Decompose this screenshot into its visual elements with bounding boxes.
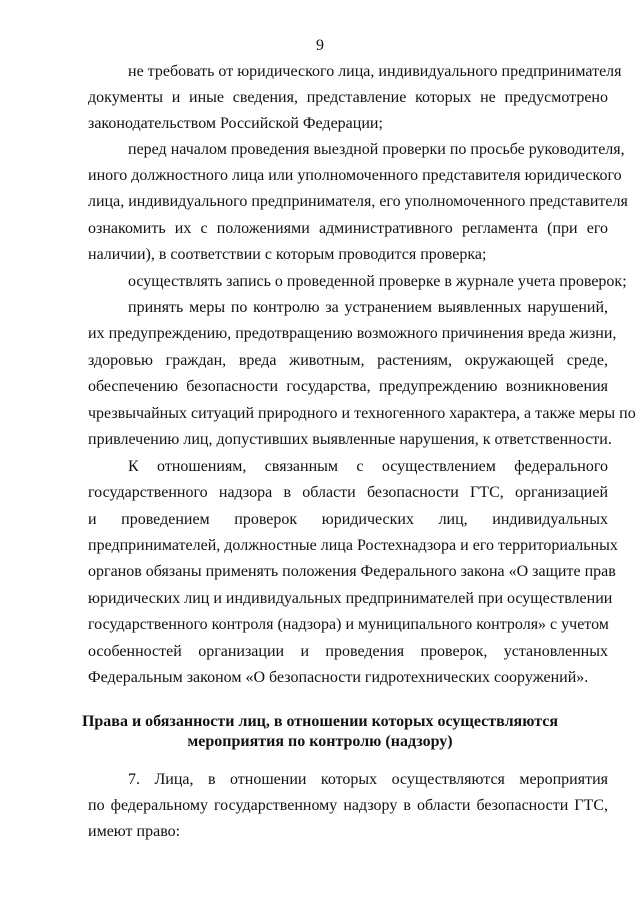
text-line: Федеральным законом «О безопасности гидротехнических сооружений».: [88, 669, 589, 686]
text-line: перед началом проведения выездной проверки по просьбе руководителя,: [128, 141, 625, 158]
text-line: иного должностного лица или уполномоченного представителя юридического: [88, 167, 622, 184]
text-line: обеспечению безопасности государства, предупреждению возникновения: [88, 378, 608, 395]
text-line: и проведением проверок юридических лиц, индивидуальных: [88, 511, 608, 528]
section-heading-line: мероприятия по контролю (надзору): [187, 733, 453, 750]
text-line: юридических лиц и индивидуальных предпринимателей при осуществлении: [88, 590, 613, 607]
text-line: государственного контроля (надзора) и муниципального контроля» с учетом: [88, 616, 609, 633]
text-line: предпринимателей, должностные лица Ростехнадзора и его территориальных: [88, 537, 618, 554]
text-line: особенностей организации и проведения проверок, установленных: [88, 643, 608, 660]
page-number: 9: [316, 37, 324, 54]
text-line: ознакомить их с положениями административного регламента (при его: [88, 220, 608, 237]
text-line: привлечению лиц, допустивших выявленные нарушения, к ответственности.: [88, 431, 612, 448]
text-line: законодательством Российской Федерации;: [88, 115, 383, 132]
text-line: не требовать от юридического лица, индивидуального предпринимателя: [128, 63, 622, 80]
section-heading-line: Права и обязанности лиц, в отношении которых осуществляются: [81, 713, 559, 730]
text-line: государственного надзора в области безопасности ГТС, организацией: [88, 484, 608, 501]
text-line: чрезвычайных ситуаций природного и техногенного характера, а также меры по: [88, 405, 636, 422]
text-line: здоровью граждан, вреда животным, растениям, окружающей среде,: [88, 352, 608, 369]
text-line: осуществлять запись о проведенной проверке в журнале учета проверок;: [128, 273, 627, 290]
text-line: 7. Лица, в отношении которых осуществляются мероприятия: [128, 771, 608, 788]
text-line: принять меры по контролю за устранением выявленных нарушений,: [128, 299, 608, 316]
text-line: документы и иные сведения, представление которых не предусмотрено: [88, 89, 608, 106]
text-line: К отношениям, связанным с осуществлением федерального: [128, 458, 608, 475]
text-line: наличии), в соответствии с которым проводится проверка;: [88, 246, 487, 263]
text-line: лица, индивидуального предпринимателя, его уполномоченного представителя: [88, 193, 628, 210]
text-line: имеют право:: [88, 823, 181, 840]
text-line: их предупреждению, предотвращению возможного причинения вреда жизни,: [88, 325, 617, 342]
text-line: органов обязаны применять положения Федерального закона «О защите прав: [88, 563, 616, 580]
text-line: по федеральному государственному надзору в области безопасности ГТС,: [88, 797, 608, 814]
